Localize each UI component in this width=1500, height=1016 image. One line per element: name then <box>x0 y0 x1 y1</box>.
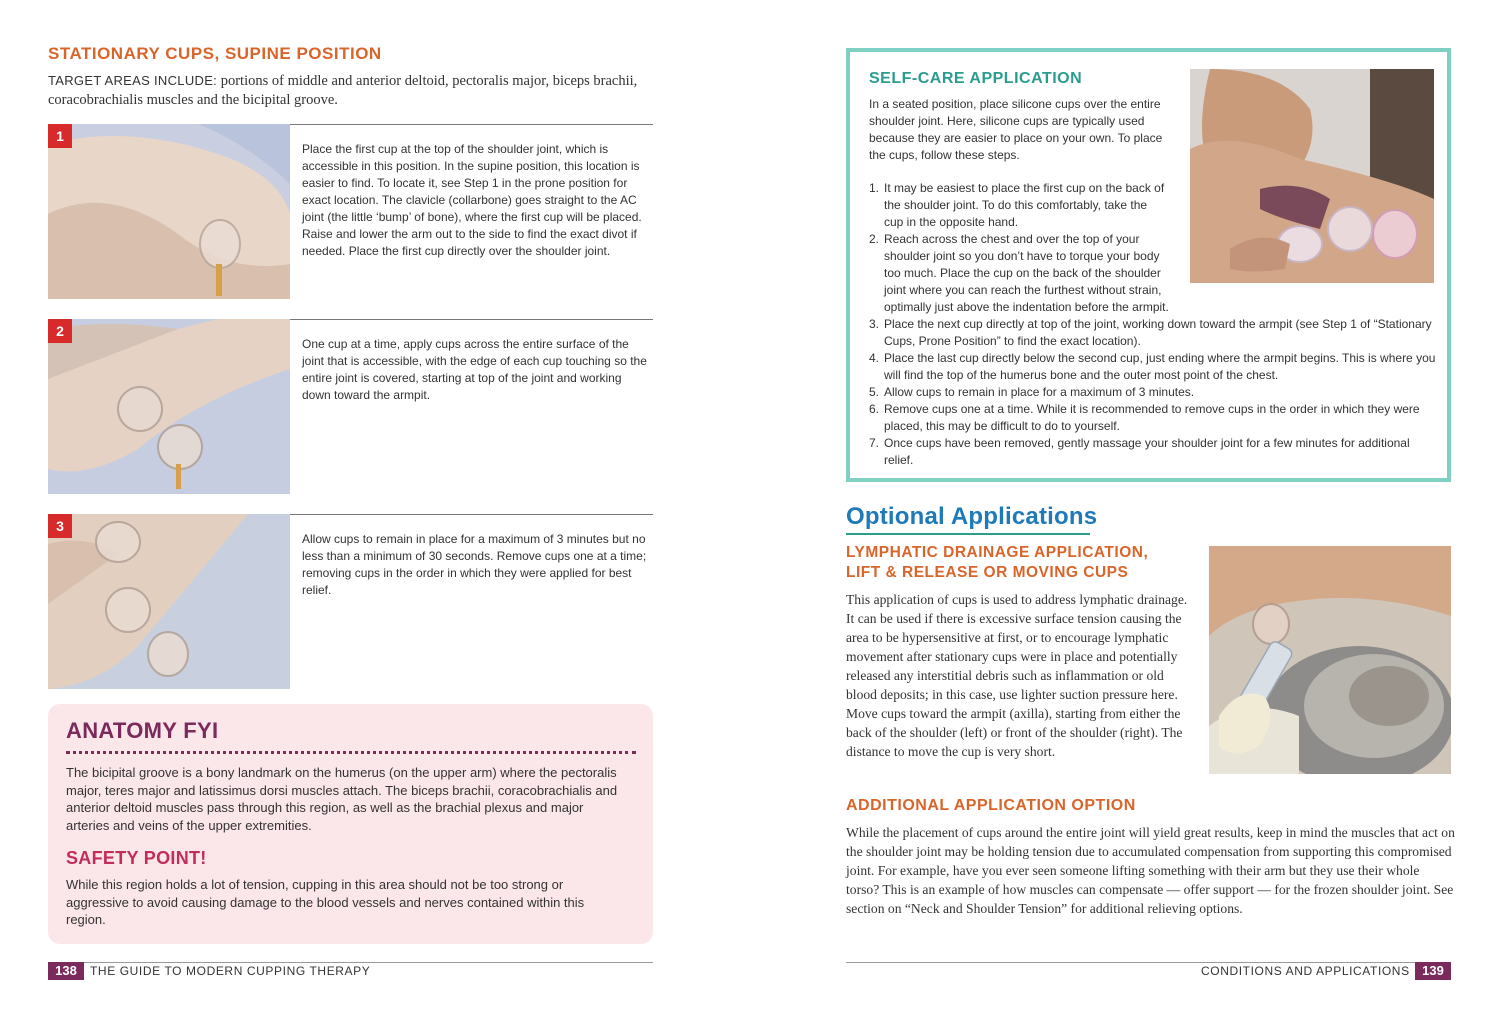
lymphatic-photo <box>1209 546 1451 774</box>
footer-book-title: THE GUIDE TO MODERN CUPPING THERAPY <box>90 964 371 978</box>
step-divider <box>290 319 653 320</box>
list-item: 6. Remove cups one at a time. While it is recommended to remove cups in the order in which they were placed, this may be difficult to do to yourself. <box>869 402 1420 433</box>
step-2 <box>48 319 653 494</box>
footer-chapter-title: CONDITIONS AND APPLICATIONS <box>1201 964 1410 978</box>
section-title: STATIONARY CUPS, SUPINE POSITION <box>48 44 382 63</box>
step-3-text: Allow cups to remain in place for a maximum of 3 minutes but no less than a minimum of 30 seconds. Remove cups one at a time; removing cups in the order in which they were applied for best relief. <box>302 532 647 597</box>
anatomy-text: The bicipital groove is a bony landmark on the humerus (on the upper arm) where the pectoralis major, teres major and latissimus dorsi muscles attach. The biceps brachii, coracobrachialis and anterior deltoid muscles pass through this region, as well as the brachial plexus and major arteries and veins of the upper extremities. <box>66 765 618 833</box>
step-number-badge: 3 <box>48 514 72 538</box>
list-item: 3. Place the next cup directly at top of the joint, working down toward the armpit (see Step 1 of “Stationary Cups, Prone Position” to find the exact location). <box>869 317 1432 348</box>
lymphatic-title: LYMPHATIC DRAINAGE APPLICATION, LIFT & RELEASE OR MOVING CUPS <box>846 544 1149 581</box>
step-divider <box>290 124 653 125</box>
safety-text: While this region holds a lot of tension, cupping in this area should not be too strong or aggressive to avoid causing damage to the blood vessels and nerves contained within this region. <box>66 877 585 927</box>
step-divider <box>290 514 653 515</box>
optional-applications-title: Optional Applications <box>846 503 1098 530</box>
dotted-divider <box>66 751 636 754</box>
step-number-badge: 1 <box>48 124 72 148</box>
self-care-intro: In a seated position, place silicone cups over the entire shoulder joint. Here, silicone cups are typically used because they are easier to place on your own. To place the cups, follow these steps. <box>869 97 1163 162</box>
page-number-left: 138 <box>48 962 84 980</box>
self-care-steps <box>869 180 1439 469</box>
step-2-photo <box>48 319 290 494</box>
step-1-text: Place the first cup at the top of the shoulder joint, which is accessible in this position. In the supine position, this location is easier to find. To locate it, see Step 1 in the prone position for exact location. The clavicle (collarbone) goes straight to the AC joint (the little ‘bump’ of bone), where the first cup will be placed. Raise and lower the arm out to the side to find the exact divot if needed. Place the first cup directly over the shoulder joint. <box>302 142 642 258</box>
step-1 <box>48 124 653 299</box>
step-number-badge: 2 <box>48 319 72 343</box>
page-number-right: 139 <box>1415 962 1451 980</box>
step-3-photo <box>48 514 290 689</box>
list-item: 5. Allow cups to remain in place for a maximum of 3 minutes. <box>869 385 1195 399</box>
step-2-text: One cup at a time, apply cups across the entire surface of the joint that is accessible, with the edge of each cup touching so the entire joint is covered, starting at top of the joint and working down toward the armpit. <box>302 337 647 402</box>
intro-label: TARGET AREAS INCLUDE: <box>48 73 218 88</box>
list-item: 2. Reach across the chest and over the top of your shoulder joint so you don’t have to torque your body too much. Place the cup on the back of the shoulder joint where you can reach the furthest without strain, optimally just above the indentation before the armpit. <box>869 232 1169 314</box>
footer-rule <box>846 962 1451 963</box>
list-item: 7. Once cups have been removed, gently massage your shoulder joint for a few minutes for additional relief. <box>869 436 1410 467</box>
title-underline <box>846 533 1090 535</box>
step-1-photo <box>48 124 290 299</box>
intro-paragraph <box>48 71 658 110</box>
additional-text: While the placement of cups around the entire joint will yield great results, keep in mind the muscles that act on the shoulder joint may be holding tension due to accumulated compensation from supporting this compromised joint. For example, have you ever seen someone lifting something with their arm but they use their whole torso? This is an example of how muscles can compensate — offer support — for the frozen shoulder joint. See section on “Neck and Shoulder Tension” for additional relieving options. <box>846 825 1455 916</box>
additional-title: ADDITIONAL APPLICATION OPTION <box>846 797 1136 814</box>
self-care-title: SELF-CARE APPLICATION <box>869 70 1083 87</box>
list-item: 4. Place the last cup directly below the second cup, just ending where the armpit begins. This is where you will find the top of the humerus bone and the outer most point of the chest. <box>869 351 1436 382</box>
anatomy-fyi-box <box>48 704 653 944</box>
self-care-box <box>846 48 1451 482</box>
safety-title: SAFETY POINT! <box>66 848 207 868</box>
anatomy-title: ANATOMY FYI <box>66 718 219 743</box>
intro-text: portions of middle and anterior deltoid, pectoralis major, biceps brachii, coracobrachialis muscles and the bicipital groove. <box>48 73 638 108</box>
footer-rule <box>48 962 653 963</box>
lymphatic-text: This application of cups is used to address lymphatic drainage. It can be used if there is excessive surface tension causing the area to be hypersensitive at first, or to encourage lymphatic movement after stationary cups were in place and potentially released any interstitial debris such as inflammation or old blood deposits; in this case, use lighter suction pressure here. Move cups toward the armpit (axilla), starting from either the back of the shoulder (left) or front of the shoulder (right). The distance to move the cup is very short. <box>846 592 1188 759</box>
list-item: 1. It may be easiest to place the first cup on the back of the shoulder joint. To do this comfortably, take the cup in the opposite hand. <box>869 181 1165 229</box>
step-3 <box>48 514 653 689</box>
